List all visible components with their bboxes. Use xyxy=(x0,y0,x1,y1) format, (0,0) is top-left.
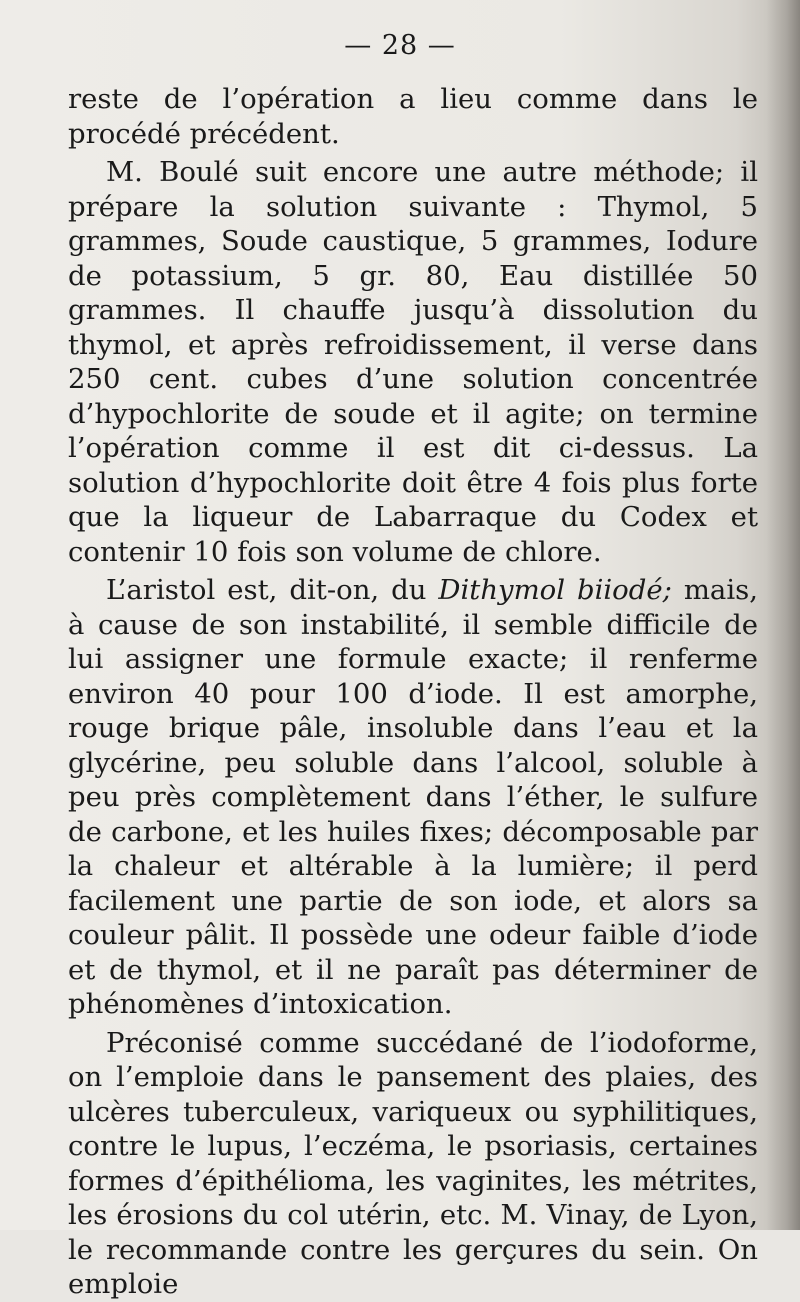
aristol-text-end: mais, à cause de son instabilité, il semble difficile de lui assigner une formule exacte; il renferme environ 40 pour 100 d’iode. Il est amorphe, rouge brique pâle, insoluble dans l’eau et la glycérine, peu soluble dans l’alcool, soluble à peu près complètement dans l’éther, le sulfure de carbone, et les huiles fixes; décomposable par la chaleur et altérable à la lumière; il perd facilement une partie de son iode, et alors sa couleur pâlit. Il possède une odeur faible d’iode et de thymol, et il ne paraît pas déterminer de phénomènes d’intoxication. xyxy=(68,574,758,1020)
dithymol-italic: Dithymol biiodé; xyxy=(438,574,672,606)
paragraph-continued: reste de l’opération a lieu comme dans le procédé précédent. xyxy=(68,83,758,150)
paragraph-aristol xyxy=(68,573,758,1022)
page-binding-shadow xyxy=(766,0,800,1230)
aristol-text-start: L’aristol est, dit-on, du xyxy=(106,574,439,606)
page-number: — 28 — xyxy=(344,30,456,61)
paragraph-boule-method: M. Boulé suit encore une autre méthode; il prépare la solution suivante : Thymol, 5 grammes, Soude caustique, 5 grammes, Iodure de potassium, 5 gr. 80, Eau distillée 50 grammes. Il chauffe jusqu’à dissolution du thymol, et après refroidissement, il verse dans 250 cent. cubes d’une solution concentrée d’hypochlorite de soude et il agite; on termine l’opération comme il est dit ci-dessus. La solution d’hypochlorite doit être 4 fois plus forte que la liqueur de Labarraque du Codex et contenir 10 fois son volume de chlore. xyxy=(68,156,758,568)
paragraph-uses: Préconisé comme succédané de l’iodoforme, on l’emploie dans le pansement des plaies, des ulcères tuberculeux, variqueux ou syphilitiques, contre le lupus, l’eczéma, le psoriasis, certaines formes d’épithélioma, les vaginites, les métrites, les érosions du col utérin, etc. M. Vinay, de Lyon, le recommande contre les gerçures du sein. On emploie xyxy=(68,1026,758,1300)
page-body xyxy=(68,82,758,1302)
